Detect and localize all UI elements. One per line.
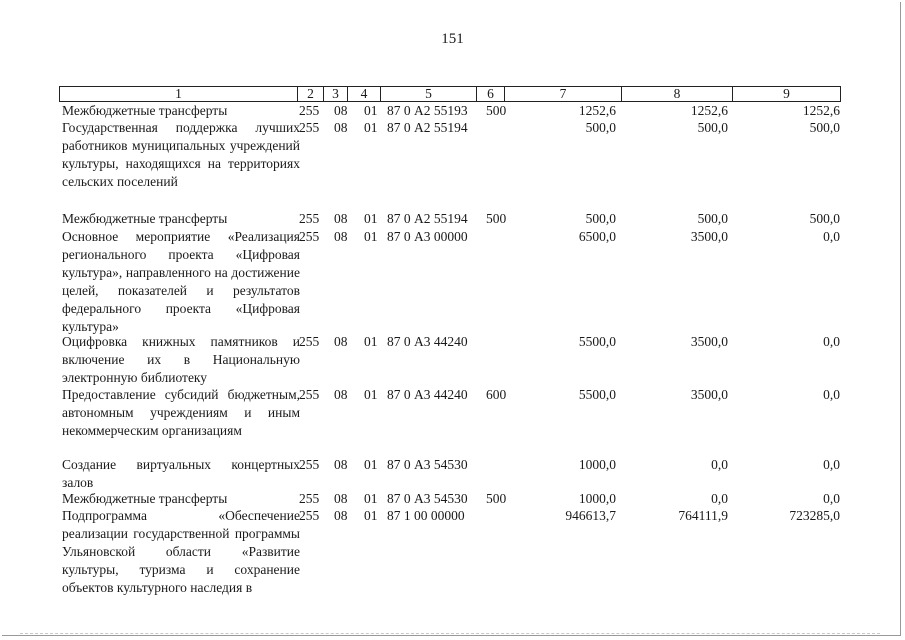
row-amount-col7: 5500,0 — [578, 387, 616, 402]
row-amount-col9: 0,0 — [823, 387, 840, 402]
row-name: Основное мероприятие «Реализация регионального проекта «Цифровая культура», направленного на достижение целей, показателей и результатов федерального проекта «Цифровая культура» — [62, 229, 300, 334]
row-name: Оцифровка книжных памятников и включение их в Национальную электронную библиотеку — [62, 334, 300, 385]
row-amount-col9: 1252,6 — [802, 103, 840, 118]
row-amount-col8: 0,0 — [711, 491, 728, 506]
row-name: Государственная поддержка лучших работников муниципальных учреждений культуры, находящихся на территориях сельских поселений — [62, 120, 300, 189]
row-section: 08 — [334, 491, 348, 506]
row-amount-col7: 1000,0 — [578, 457, 616, 472]
row-expense-type: 600 — [486, 387, 507, 402]
header-col-8: 8 — [622, 87, 733, 101]
row-subsection: 01 — [364, 103, 378, 118]
row-admin-code: 255 — [299, 334, 320, 349]
row-amount-col8: 1252,6 — [690, 103, 728, 118]
row-amount-col9: 0,0 — [823, 334, 840, 349]
row-section: 08 — [334, 334, 348, 349]
row-target-article: 87 0 А3 54530 — [387, 457, 468, 472]
row-amount-col8: 3500,0 — [690, 334, 728, 349]
row-subsection: 01 — [364, 120, 378, 135]
row-admin-code: 255 — [299, 491, 320, 506]
row-amount-col7: 1252,6 — [578, 103, 616, 118]
row-amount-col9: 500,0 — [809, 211, 840, 226]
row-amount-col9: 0,0 — [823, 229, 840, 244]
header-col-9: 9 — [783, 86, 790, 101]
row-subsection: 01 — [364, 508, 378, 523]
scan-artifact-line — [20, 632, 880, 634]
row-target-article: 87 1 00 00000 — [387, 508, 465, 523]
row-expense-type: 500 — [486, 491, 507, 506]
row-admin-code: 255 — [299, 457, 320, 472]
row-amount-col8: 3500,0 — [690, 387, 728, 402]
row-subsection: 01 — [364, 457, 378, 472]
row-subsection: 01 — [364, 387, 378, 402]
row-section: 08 — [334, 508, 348, 523]
row-target-article: 87 0 А2 55194 — [387, 211, 468, 226]
row-amount-col7: 5500,0 — [578, 334, 616, 349]
row-name: Предоставление субсидий бюджетным, автономным учреждениям и иным некоммерческим организациям — [62, 387, 300, 438]
row-section: 08 — [334, 387, 348, 402]
row-subsection: 01 — [364, 491, 378, 506]
header-col-5: 5 — [381, 87, 477, 101]
row-admin-code: 255 — [299, 229, 320, 244]
row-target-article: 87 0 А3 00000 — [387, 229, 468, 244]
row-amount-col9: 723285,0 — [789, 508, 840, 523]
row-amount-col8: 0,0 — [711, 457, 728, 472]
page-number: 151 — [441, 31, 464, 47]
row-section: 08 — [334, 120, 348, 135]
row-admin-code: 255 — [299, 508, 320, 523]
header-col-1: 1 — [60, 87, 298, 101]
row-section: 08 — [334, 211, 348, 226]
row-target-article: 87 0 А3 54530 — [387, 491, 468, 506]
row-admin-code: 255 — [299, 211, 320, 226]
table-header — [59, 86, 841, 102]
row-section: 08 — [334, 229, 348, 244]
row-expense-type: 500 — [486, 103, 507, 118]
header-col-7: 7 — [505, 87, 622, 101]
row-amount-col7: 500,0 — [585, 120, 616, 135]
row-amount-col8: 3500,0 — [690, 229, 728, 244]
row-amount-col7: 1000,0 — [578, 491, 616, 506]
row-name: Создание виртуальных концертных залов — [62, 457, 300, 490]
row-subsection: 01 — [364, 229, 378, 244]
row-target-article: 87 0 А3 44240 — [387, 334, 468, 349]
row-name: Межбюджетные трансферты — [62, 211, 228, 226]
row-amount-col9: 0,0 — [823, 491, 840, 506]
row-target-article: 87 0 А2 55194 — [387, 120, 468, 135]
row-amount-col7: 6500,0 — [578, 229, 616, 244]
row-amount-col9: 0,0 — [823, 457, 840, 472]
row-amount-col8: 764111,9 — [678, 508, 728, 523]
row-admin-code: 255 — [299, 120, 320, 135]
row-section: 08 — [334, 457, 348, 472]
row-expense-type: 500 — [486, 211, 507, 226]
row-subsection: 01 — [364, 211, 378, 226]
header-col-3: 3 — [324, 87, 348, 101]
header-col-6: 6 — [477, 87, 505, 101]
row-name: Межбюджетные трансферты — [62, 491, 228, 506]
row-subsection: 01 — [364, 334, 378, 349]
row-target-article: 87 0 А2 55193 — [387, 103, 468, 118]
row-amount-col7: 946613,7 — [565, 508, 616, 523]
row-amount-col9: 500,0 — [809, 120, 840, 135]
row-target-article: 87 0 А3 44240 — [387, 387, 468, 402]
row-admin-code: 255 — [299, 103, 320, 118]
row-amount-col8: 500,0 — [697, 211, 728, 226]
row-admin-code: 255 — [299, 387, 320, 402]
row-section: 08 — [334, 103, 348, 118]
header-col-4: 4 — [348, 87, 381, 101]
header-col-2: 2 — [298, 87, 324, 101]
row-amount-col8: 500,0 — [697, 120, 728, 135]
row-amount-col7: 500,0 — [585, 211, 616, 226]
row-name: Подпрограмма «Обеспечение реализации государственной программы Ульяновской области «Развитие культуры, туризма и сохранение объектов культурного наследия в — [62, 508, 300, 595]
row-name: Межбюджетные трансферты — [62, 103, 228, 118]
